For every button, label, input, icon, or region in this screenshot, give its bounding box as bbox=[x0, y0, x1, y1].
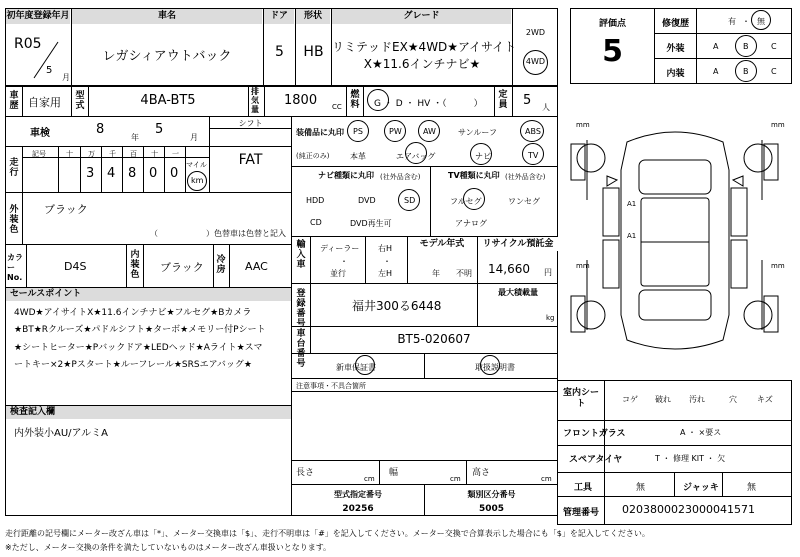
odo-col-symbol: 記号 bbox=[32, 150, 46, 158]
mm-label-3: mm bbox=[576, 262, 590, 270]
exterior-c: C bbox=[771, 42, 777, 51]
equip-tv-circle bbox=[522, 143, 544, 165]
nav-sd: SD bbox=[404, 196, 416, 205]
interior-c: C bbox=[771, 67, 777, 76]
nav-label: ナビ種類に丸印 bbox=[318, 171, 374, 180]
mgmt-value: 0203800023000041571 bbox=[622, 503, 755, 516]
cap-unit: 人 bbox=[542, 103, 550, 112]
equip-navi: ナビ bbox=[475, 152, 491, 161]
handle-left: 左H bbox=[378, 269, 393, 278]
tv-fullseg: フルセグ bbox=[450, 197, 482, 206]
mm-label-2: mm bbox=[771, 121, 785, 129]
drive-4wd-circle bbox=[523, 50, 548, 75]
nav-sd-circle bbox=[398, 189, 420, 211]
sales-line-4: ートキー×2★Pスタート★ルーフレール★SRSエアバッグ★ bbox=[14, 360, 252, 370]
reg-year-label: 初年度登録年月 bbox=[6, 9, 70, 24]
windshield-label: フロントガラス bbox=[563, 429, 626, 439]
manual-circle bbox=[480, 355, 500, 375]
car-name: レガシィアウトバック bbox=[102, 49, 232, 64]
odo-col-10k: 万 bbox=[88, 150, 95, 158]
mm-label-1: mm bbox=[576, 121, 590, 129]
inspection-year-unit: 年 bbox=[131, 133, 139, 142]
nav-dvd: DVD bbox=[358, 196, 376, 205]
exterior-b: B bbox=[743, 42, 749, 51]
model-label: 型式 bbox=[75, 91, 85, 111]
odo-km-circle bbox=[187, 171, 207, 191]
spare-value: T ・ 修理 KIT ・ 欠 bbox=[655, 454, 726, 463]
interior-sheet-label: 室内シート bbox=[562, 388, 599, 409]
odo-col-1: 一 bbox=[172, 150, 179, 158]
model-year-label: モデル年式 bbox=[408, 237, 476, 251]
odo-digit-5: 0 bbox=[170, 166, 179, 181]
repair-label: 修復歴 bbox=[661, 19, 689, 29]
shape-label: 形状 bbox=[296, 9, 330, 24]
manual-label: 取扱説明書 bbox=[475, 363, 515, 372]
equip-aw: AW bbox=[423, 127, 436, 136]
notes-label: 注意事項・不具合箇所 bbox=[296, 382, 366, 390]
length-label: 長さ bbox=[296, 468, 315, 478]
use-label: 車歴 bbox=[9, 91, 19, 111]
fuel-options: G ・ D ・ HV ・（ ） bbox=[374, 99, 483, 109]
length-unit: cm bbox=[364, 475, 375, 483]
tv-oneseg: ワンセグ bbox=[508, 197, 540, 206]
fuel-label: 燃料 bbox=[350, 90, 360, 110]
inspector-text: 内外装小AU/アルミA bbox=[14, 428, 108, 439]
equip-airbag: エアバッグ bbox=[396, 152, 436, 161]
score-value: 5 bbox=[602, 34, 623, 69]
tools-label: 工具 bbox=[574, 483, 593, 493]
equip-airbag-circle bbox=[405, 142, 427, 164]
warranty-circle bbox=[355, 355, 375, 375]
color-no-label: カラーNo. bbox=[7, 253, 23, 282]
disp-label: 排気量 bbox=[251, 87, 259, 114]
shape-value: HB bbox=[303, 44, 324, 60]
equip-abs: ABS bbox=[525, 127, 541, 136]
chassis-value: BT5-020607 bbox=[397, 332, 471, 346]
width-label: 幅 bbox=[389, 468, 399, 478]
sales-line-1: 4WD★アイサイトX★11.6インチナビ★フルセグ★Bカメラ bbox=[14, 308, 252, 318]
cap-label: 定員 bbox=[498, 90, 508, 110]
tools-value: 無 bbox=[636, 483, 646, 493]
repair-no-circle bbox=[751, 10, 771, 30]
max-load-label: 最大積載量 bbox=[498, 288, 538, 297]
chassis-label: 車台番号 bbox=[296, 329, 306, 369]
grade-line1: リミテッドEX★4WD★アイサイト bbox=[332, 40, 517, 54]
equip-ps-circle bbox=[347, 120, 369, 142]
import-label: 輸入車 bbox=[296, 240, 306, 270]
odo-digit-1: 3 bbox=[86, 166, 95, 181]
drive-4wd: 4WD bbox=[525, 57, 546, 66]
warranty-label: 新車保証書 bbox=[336, 363, 376, 372]
odo-digit-2: 4 bbox=[107, 166, 116, 181]
exterior-b-circle bbox=[735, 35, 757, 57]
a1-left-2: A1 bbox=[627, 232, 637, 240]
import-parallel: 並行 bbox=[330, 269, 346, 278]
reg-number-label: 登録番号 bbox=[296, 289, 306, 329]
ac-label: 冷房 bbox=[216, 255, 226, 275]
interior-a: A bbox=[713, 67, 719, 76]
inspection-year: 8 bbox=[96, 122, 105, 137]
exterior-label: 外装 bbox=[666, 44, 685, 54]
nav-cd: CD bbox=[310, 218, 322, 227]
sales-point-label: セールスポイント bbox=[6, 288, 291, 301]
spare-label: スペアタイヤ bbox=[569, 455, 623, 465]
equip-abs-circle bbox=[520, 120, 544, 142]
odo-digit-3: 8 bbox=[128, 166, 137, 181]
repaint-note: （ ）色替車は色替と記入 bbox=[150, 229, 286, 238]
inspection-label: 車検 bbox=[30, 128, 50, 139]
odo-col-mile: マイル bbox=[186, 161, 207, 169]
reg-slash bbox=[30, 40, 60, 80]
reg-month-unit: 月 bbox=[62, 73, 70, 82]
equipment-label: 装備品に丸印 bbox=[296, 128, 344, 137]
import-dealer: ディーラー bbox=[320, 244, 360, 253]
ac-value: AAC bbox=[245, 260, 268, 273]
sales-line-2: ★BT★Rクルーズ★パドルシフト★ターボ★メモリー付Pシート bbox=[14, 325, 266, 335]
type-code-value: 20256 bbox=[342, 504, 374, 514]
color-label: 外装色 bbox=[9, 205, 19, 235]
equip-leather: 本革 bbox=[350, 152, 366, 161]
shift-value: FAT bbox=[238, 152, 263, 168]
door-label: ドア bbox=[264, 9, 294, 24]
mm-label-4: mm bbox=[771, 262, 785, 270]
sheet-opt-tear: 破れ bbox=[655, 395, 671, 404]
model-year-unknown: 不明 bbox=[456, 269, 472, 278]
model-value: 4BA-BT5 bbox=[140, 93, 196, 108]
equip-pw-circle bbox=[384, 120, 406, 142]
equip-aw-circle bbox=[418, 120, 440, 142]
fuel-g-circle bbox=[367, 89, 389, 111]
inspector-label: 検査記入欄 bbox=[6, 406, 291, 419]
class-code-value: 5005 bbox=[478, 504, 505, 514]
jack-value: 無 bbox=[747, 483, 757, 493]
interior-label: 内装 bbox=[666, 69, 685, 79]
doors-value: 5 bbox=[275, 44, 284, 60]
exterior-a: A bbox=[713, 42, 719, 51]
nav-hdd: HDD bbox=[306, 196, 325, 205]
odo-col-100: 百 bbox=[130, 150, 137, 158]
width-unit: cm bbox=[450, 475, 461, 483]
tv-sub: (社外品含む) bbox=[505, 173, 546, 181]
recycle-label: リサイクル預託金 bbox=[478, 237, 558, 251]
equipment-sub: (純正のみ) bbox=[296, 152, 330, 160]
interior-b-circle bbox=[735, 60, 757, 82]
model-year-unit: 年 bbox=[432, 269, 440, 278]
repair-no: 無 bbox=[757, 17, 765, 26]
class-code-label: 類別区分番号 bbox=[467, 490, 516, 499]
car-diagram bbox=[557, 100, 792, 378]
type-code-label: 型式指定番号 bbox=[334, 490, 382, 499]
reg-era: R05 bbox=[14, 36, 42, 52]
height-unit: cm bbox=[541, 475, 552, 483]
mgmt-label: 管理番号 bbox=[563, 508, 600, 518]
odo-digit-4: 0 bbox=[149, 166, 158, 181]
use-value: 自家用 bbox=[28, 96, 61, 109]
odo-col-1k: 千 bbox=[109, 150, 116, 158]
odo-km: km bbox=[191, 176, 204, 185]
car-name-label: 車名 bbox=[72, 9, 262, 24]
odo-col-10m: 十 bbox=[66, 150, 73, 158]
a1-left: A1 bbox=[627, 200, 637, 208]
sheet-opt-burn: コゲ bbox=[622, 395, 638, 404]
int-color-value: ブラック bbox=[160, 261, 204, 274]
drive-2wd: 2WD bbox=[525, 28, 546, 37]
shift-label: シフト bbox=[238, 119, 263, 128]
sheet-opt-scratch: キズ bbox=[757, 395, 773, 404]
cap-value: 5 bbox=[523, 93, 532, 108]
equip-pw: PW bbox=[389, 127, 402, 136]
car-outline bbox=[557, 100, 792, 378]
footer-line-2: ※ただし、メーター交換の条件を満たしていないものはメーター改ざん車扱いとなります。 bbox=[5, 543, 332, 552]
grade-label: グレード bbox=[332, 9, 511, 24]
odo-label: 走行 bbox=[9, 158, 19, 178]
color-value: ブラック bbox=[44, 203, 88, 216]
sales-line-3: ★シートヒーター★Pバックドア★LEDヘッド★Aライト★スマ bbox=[14, 343, 263, 353]
grade-line2: X★11.6インチナビ★ bbox=[363, 57, 481, 71]
height-label: 高さ bbox=[472, 468, 491, 478]
equip-sunroof: サンルーフ bbox=[458, 128, 497, 137]
nav-dvd-play: DVD再生可 bbox=[350, 219, 392, 228]
odo-col-10: 十 bbox=[151, 150, 158, 158]
repair-yes: 有 bbox=[728, 17, 736, 26]
score-label: 評価点 bbox=[598, 19, 626, 29]
nav-sub: (社外品含む) bbox=[380, 173, 421, 181]
jack-label: ジャッキ bbox=[683, 483, 719, 493]
import-sep1: ・ bbox=[340, 257, 348, 266]
int-color-label: 内装色 bbox=[130, 250, 140, 280]
footer-line-1: 走行距離の記号欄にメーター改ざん車は「*」、メーター交換車は「$」、走行不明車は「#」を記入してください。メーター交換で合算表示した場合にも「$」を記入してください。 bbox=[5, 529, 650, 538]
sheet-opt-hole: 穴 bbox=[729, 395, 737, 404]
windshield-value: A ・ ×要ス bbox=[680, 428, 722, 437]
color-no-value: D4S bbox=[64, 260, 87, 273]
repair-sep: ・ bbox=[742, 17, 750, 26]
inspection-month-unit: 月 bbox=[190, 133, 198, 142]
tv-label: TV種類に丸印 bbox=[448, 171, 500, 180]
inspection-month: 5 bbox=[155, 122, 164, 137]
tv-fullseg-circle bbox=[463, 188, 485, 210]
equip-navi-circle bbox=[470, 143, 492, 165]
reg-number-value: 福井300る6448 bbox=[352, 299, 442, 313]
cc-unit: CC bbox=[332, 103, 342, 111]
tv-analog: アナログ bbox=[455, 219, 487, 228]
import-sep2: ・ bbox=[383, 257, 391, 266]
sheet-opt-dirt: 汚れ bbox=[689, 395, 705, 404]
equip-ps: PS bbox=[353, 127, 363, 136]
equip-tv: TV bbox=[528, 151, 539, 160]
handle-right: 右H bbox=[378, 244, 393, 253]
reg-month: 5 bbox=[46, 65, 53, 76]
interior-b: B bbox=[743, 67, 749, 76]
recycle-unit: 円 bbox=[544, 268, 552, 277]
max-load-unit: kg bbox=[546, 314, 555, 322]
recycle-value: 14,660 bbox=[488, 262, 530, 276]
disp-value: 1800 bbox=[284, 93, 318, 108]
